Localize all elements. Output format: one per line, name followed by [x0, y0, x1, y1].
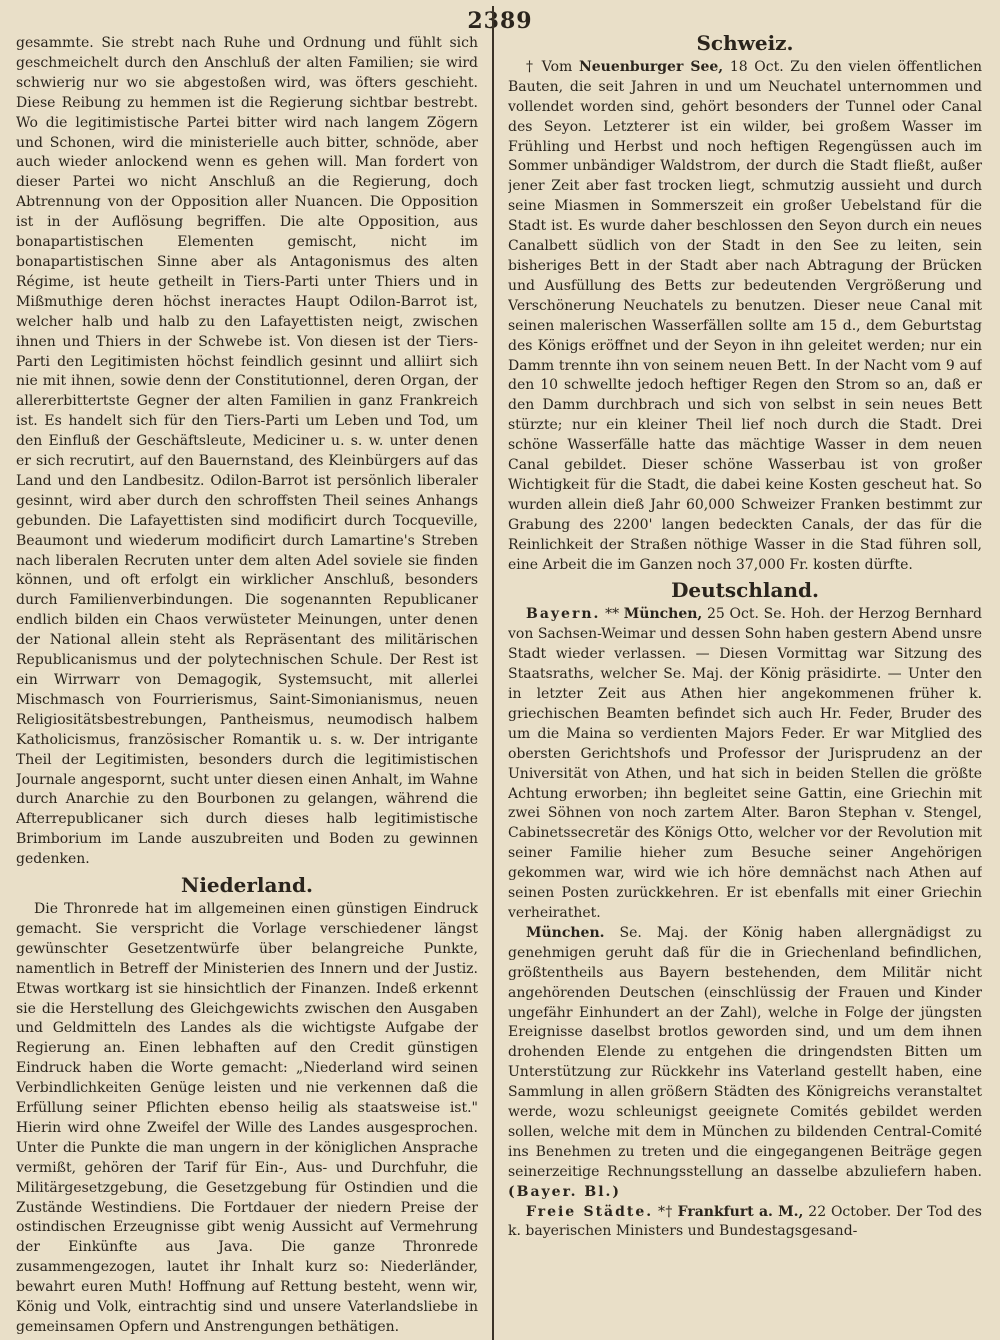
- article-frankfurt: [508, 1203, 982, 1243]
- left-column: [16, 34, 478, 1340]
- article-body: Se. Hoh. der Herzog Bernhard von Sachsen-Weimar und dessen Sohn haben gestern Abend unsre Stadt wieder verlassen. — Diesen Vormittag war Sitzung des Staatsraths, welcher Se. Maj. der König präsidirte. — Unter den in letzter Zeit aus Athen hier angekommenen früher k. griechischen Beamten befindet sich auch Hr. Feder, Bruder des um die Maina so verdienten Majors Feder. Er war Mitglied des obersten Gerichtshofs und Professor der Jurisprudenz an der Universität von Athen, und hat sich in beiden Stellen die größte Achtung erworben; ihn begleitet seine Gattin, eine Griechin mit zwei Söhnen von noch zartem Alter. Baron Stephan v. Stengel, Cabinetssecretär des Königs Otto, welcher vor der Revolution mit seiner Familie hieher zum Besuche seiner Angehörigen gekommen war, wird wie ich höre demnächst nach Athen auf seinen Posten zurückkehren. Er ist ebenfalls mit einer Griechin verheirathet.: [508, 606, 982, 921]
- article-muenchen-1: [508, 605, 982, 924]
- article-niederland: Die Thronrede hat im allgemeinen einen günstigen Eindruck gemacht. Sie verspricht die Vorlage verschiedener längst gewünschter Gesetzentwürfe über belangreiche Punkte, namentlich in Betreff der Ministerien des Innern und der Justiz. Etwas wortkarg ist sie hinsichtlich der Finanzen. Indeß erkennt sie die Herstellung des Gleichgewichts zwischen den Ausgaben und Geldmitteln des Landes als die wichtigste Aufgabe der Regierung an. Einen lebhaften auf den Credit günstigen Eindruck haben die Worte gemacht: „Niederland wird seinen Verbindlichkeiten Genüge leisten und nie verkennen daß die Erfüllung seiner Pflichten ebenso heilig als staatsweise ist." Hierin wird ohne Zweifel der Wille des Landes ausgesprochen. Unter die Punkte die man ungern in der königlichen Ansprache vermißt, gehören der Tarif für Ein-, Aus- und Durchfuhr, die Militärgesetzgebung, die Gesetzgebung für Ostindien und die Zustände Westindiens. Die Fortdauer der niedern Preise der ostindischen Erzeugnisse gibt wenig Aussicht auf Vermehrung der Einkünfte aus Java. Die ganze Thronrede zusammengezogen, lautet ihr Inhalt kurz so: Niederländer, bewahrt euren Muth! Hoffnung auf Rettung besteht, wenn wir, König und Volk, eintrachtig sind und unsere Vaterlandsliebe in gemeinsamen Opfern und Anstrengungen bethätigen.: [16, 900, 478, 1335]
- section-heading-schweiz: Schweiz.: [696, 34, 794, 55]
- dateline-place: München.: [526, 924, 605, 941]
- article-body: Se. Maj. der König haben allergnädigst zu genehmigen geruht daß für die in Griechenland befindlichen, größtentheils aus Bayern bestehenden, dem Militär nicht angehörenden Deutschen (einschlüssig der Frauen und Kinder ungefähr Einhundert an der Zahl), welche in Folge der jüngsten Ereignisse daselbst brotlos geworden sind, und um dem ihnen drohenden Elende zu entgehen die dringendsten Bitten um Unterstützung zur Rückkehr ins Vaterland gestellt haben, eine Sammlung in allen größern Städten des Königreichs veranstaltet werde, wozu schleunigst geeignete Comités gebildet werden sollen, welche mit dem in München zu bildenden Central-Comité ins Benehmen zu treten und die eingegangenen Beiträge gegen seinerzeitige Rechnungsstellung an dasselbe abzuliefern haben.: [508, 924, 982, 1180]
- dateline-date: 25 Oct.: [707, 606, 759, 623]
- dateline-mark: *†: [658, 1203, 673, 1220]
- dateline-date: 18 Oct.: [729, 58, 784, 75]
- region-label: Freie Städte.: [526, 1203, 654, 1220]
- section-heading-niederland: Niederland.: [181, 873, 313, 898]
- dateline-date: 22 October.: [808, 1203, 892, 1220]
- section-heading-deutschland: Deutschland.: [671, 578, 819, 603]
- source-attribution: (Bayer. Bl.): [508, 1183, 622, 1200]
- article-body: Der Tod des k. bayerischen Ministers und Bundestagsgesand-: [508, 1203, 982, 1240]
- dateline-place: Frankfurt a. M.,: [677, 1203, 804, 1220]
- article-muenchen-2: [508, 924, 982, 1203]
- article-neuenburg: [508, 58, 982, 576]
- region-label: Bayern.: [526, 606, 601, 623]
- dateline-mark: **: [605, 606, 620, 623]
- article-body: Zu den vielen öffentlichen Bauten, die seit Jahren in und um Neuchatel unternommen und vollendet worden sind, gehört besonders der Tunnel oder Canal des Seyon. Letzterer ist ein wilder, bei großem Wasser im Frühling und Herbst und noch heftigen Regengüssen auch im Sommer unbändiger Waldstrom, der durch die Stadt fließt, außer jener Zeit aber fast trocken liegt, schmutzig aussieht und durch seine Miasmen in Sommerszeit ein großer Uebelstand für die Stadt ist. Es wurde daher beschlossen den Seyon durch ein neues Canalbett südlich von der Stadt in den See zu leiten, sein bisheriges Bett in der Stadt aber nach Abtragung der Brücken und Ausfüllung des Betts zur bedeutenden Vergrößerung und Verschönerung Neuchatels zu benutzen. Dieser neue Canal mit seinen malerischen Wasserfällen sollte am 15 d., dem Geburtstag des Königs eröffnet und der Seyon in ihn geleitet werden; nur ein Damm trennte ihn von seinem neuen Bett. In der Nacht vom 9 auf den 10 schwellte jedoch heftiger Regen den Strom so an, daß er den Damm durchbrach und sich von selbst in sein neues Bett stürzte; nur ein kleiner Theil lief noch durch die Stadt. Drei schöne Wasserfälle hatte das mächtige Wasser in dem neuen Canal gebildet. Dieser schöne Wasserbau ist von großer Wichtigkeit für die Stadt, die dabei keine Kosten gescheut hat. So wurden allein dieß Jahr 60,000 Schweizer Franken bestimmt zur Grabung des 2200' langen bedeckten Canals, der das für die Reinlichkeit der Straßen nöthige Wasser in die Stad führen soll, eine Arbeit die im Ganzen noch 37,000 Fr. kosten dürfte.: [508, 58, 982, 573]
- page-number: 2389: [467, 8, 533, 34]
- column-divider: [492, 6, 494, 1340]
- article-france-continued: gesammte. Sie strebt nach Ruhe und Ordnung und fühlt sich geschmeichelt durch den Anschluß der alten Familien; sie wird schwierig nur wo sie abgestoßen wird, was öfters geschieht. Diese Reibung zu hemmen ist die Regierung sichtbar bestrebt. Wo die legitimistische Partei bitter wird nach langem Zögern und Schonen, wird die ministerielle auch bitter, schnöde, aber auch wieder anlockend wenn es gehen will. Man fordert von dieser Partei wo nicht Anschluß an die Regierung, doch Abtrennung von der Opposition aller Nuancen. Die Opposition ist in der Auflösung begriffen. Die alte Opposition, aus bonapartistischen Elementen gemischt, nicht im bonapartistischen Sinne aber als Antagonismus des alten Régime, ist heute getheilt in Tiers-Parti unter Thiers und in Mißmuthige deren höchst ineractes Haupt Odilon-Barrot ist, welcher halb und halb zu den Lafayettisten neigt, zwischen ihnen und Thiers in der Schwebe ist. Von diesen ist der Tiers-Parti den Legitimisten höchst feindlich gesinnt und alliirt sich nie mit ihnen, sowie denn der Constitutionnel, deren Organ, der allererbittertste Gegner der alten Familien in ganz Frankreich ist. Es handelt sich für den Tiers-Parti um Leben und Tod, um den Einfluß der Geschäftsleute, Mediciner u. s. w. unter denen er sich recrutirt, auf den Bauernstand, des Kleinbürgers auf das Land und den Landbesitz. Odilon-Barrot ist persönlich liberaler gesinnt, wird aber durch den schroffsten Theil seines Anhangs gebunden. Die Lafayettisten sind modificirt durch Tocqueville, Beaumont und wiederum modificirt durch Lamartine's Streben nach liberalen Recruten unter dem alten Adel soviele sie finden können, und oft erfolgt ein wirklicher Anschluß, besonders durch Familienverbindungen. Die sogenannten Republicaner endlich bilden ein Chaos verwüsteter Meinungen, unter denen der National allein steht als Repräsentant des militärischen Republicanismus und der polytechnischen Schule. Der Rest ist ein Wirrwarr von Demagogik, Systemsucht, mit allerlei Mischmasch von Fourrierismus, Saint-Simonianismus, neuen Religiositätsbestrebungen, Pantheismus, neumodisch halbem Katholicismus, französischer Romantik u. s. w. Der intrigante Theil der Legitimisten, besonders durch die legitimistischen Journale angespornt, sucht unter diesen einen Anhalt, im Wahne durch Anarchie zu den Bourbonen zu gelangen, während die Afterrepublicaner sich durch dieses halb legitimistische Brimborium im Lande auszubreiten und Boden zu gewinnen gedenken.: [16, 35, 478, 868]
- dateline-place: München,: [623, 606, 703, 623]
- dateline-place: Neuenburger See,: [578, 58, 724, 75]
- dateline-mark: † Vom: [526, 58, 573, 75]
- right-column: [508, 34, 982, 1340]
